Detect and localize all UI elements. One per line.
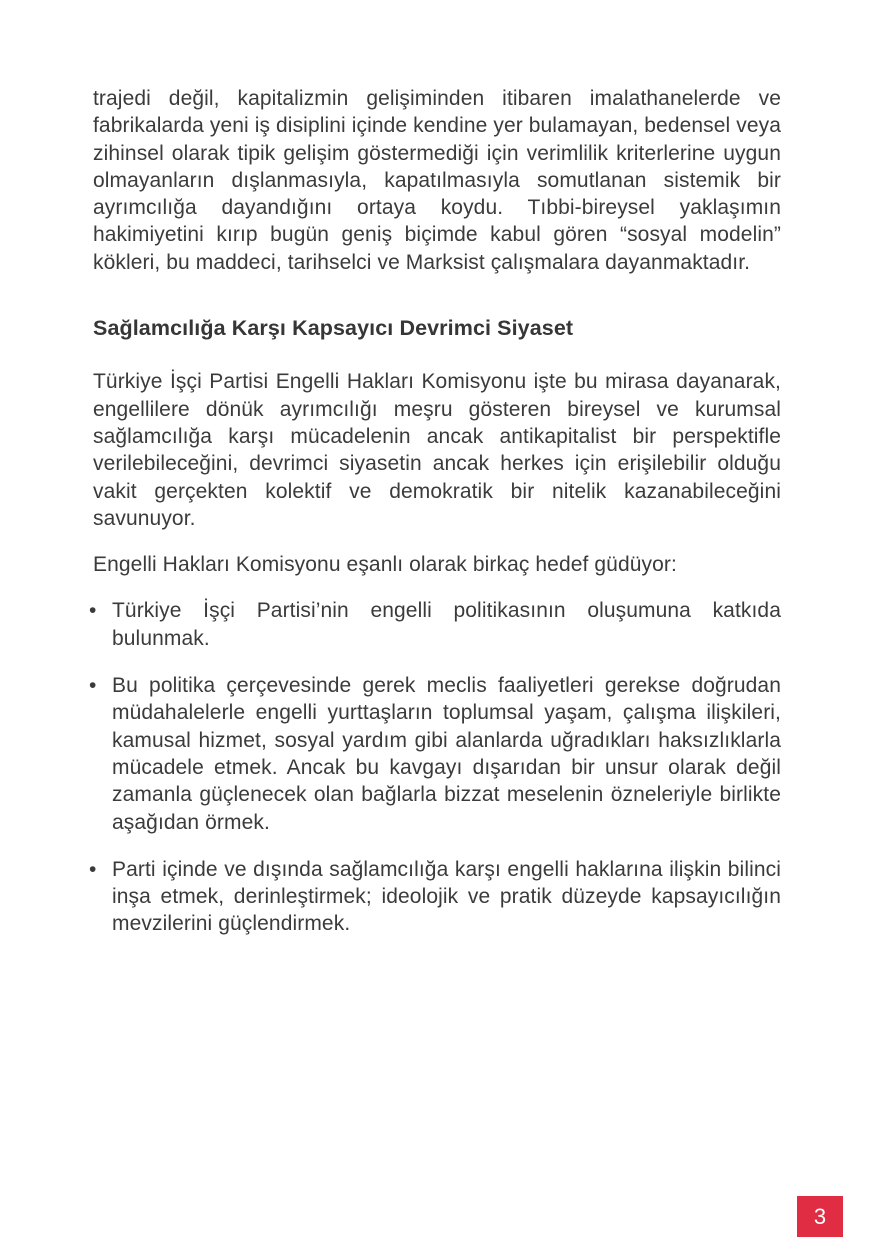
list-item-text: Parti içinde ve dışında sağlamcılığa karşı engelli haklarına ilişkin bilinci inşa etmek, derinleştirmek; ideolojik ve pratik düzeyde kapsayıcılığın mevzilerini güçlendirmek.	[112, 857, 781, 936]
list-item-text: Bu politika çerçevesinde gerek meclis faaliyetleri gerekse doğrudan müdahalelerle engelli yurttaşların toplumsal yaşam, çalışma ilişkileri, kamusal hizmet, sosyal yardım gibi alanlarda uğradıkları haksızlıklarla mücadele etmek. Ancak bu kavgayı dışarıdan bir unsur olarak değil zamanla güçlenecek olan bağlarla bizzat meselenin özneleriyle birlikte aşağıdan örmek.	[112, 674, 781, 834]
list-item	[89, 597, 781, 652]
list-item-text: Türkiye İşçi Partisi’nin engelli politikasının oluşumuna katkıda bulunmak.	[112, 599, 781, 650]
list-item	[89, 856, 781, 938]
bullet-icon: •	[89, 674, 97, 698]
bullet-icon: •	[89, 857, 97, 881]
page-content	[89, 85, 781, 958]
page-number-badge: 3	[797, 1196, 843, 1237]
bullet-icon: •	[89, 599, 97, 623]
section-heading: Sağlamcılığa Karşı Kapsayıcı Devrimci Siyaset	[93, 316, 574, 341]
paragraph-continuation: trajedi değil, kapitalizmin gelişiminden itibaren imalathanelerde ve fabrikalarda yeni iş disiplini içinde kendine yer bulamayan, bedensel veya zihinsel olarak tipik gelişim göstermediği için verimlilik kriterlerine uygun olmayanların dışlanmasıyla, kapatılmasıyla somutlanan sistemik bir ayrımcılığa dayandığını ortaya koydu. Tıbbi-bireysel yaklaşımın hakimiyetini kırıp bugün geniş biçimde kabul gören “sosyal modelin” kökleri, bu maddeci, tarihselci ve Marksist çalışmalara dayanmaktadır.	[93, 87, 781, 274]
paragraph-goals-lead: Engelli Hakları Komisyonu eşanlı olarak birkaç hedef güdüyor:	[93, 553, 677, 577]
list-item	[89, 672, 781, 836]
goals-list	[89, 597, 781, 937]
paragraph-intro: Türkiye İşçi Partisi Engelli Hakları Komisyonu işte bu mirasa dayanarak, engellilere dönük ayrımcılığı meşru gösteren bireysel ve kurumsal sağlamcılığa karşı mücadelenin ancak antikapitalist bir perspektifle verilebileceğini, devrimci siyasetin ancak herkes için erişilebilir olduğu vakit gerçekten kolektif ve demokratik bir nitelik kazanabileceğini savunuyor.	[93, 370, 781, 530]
